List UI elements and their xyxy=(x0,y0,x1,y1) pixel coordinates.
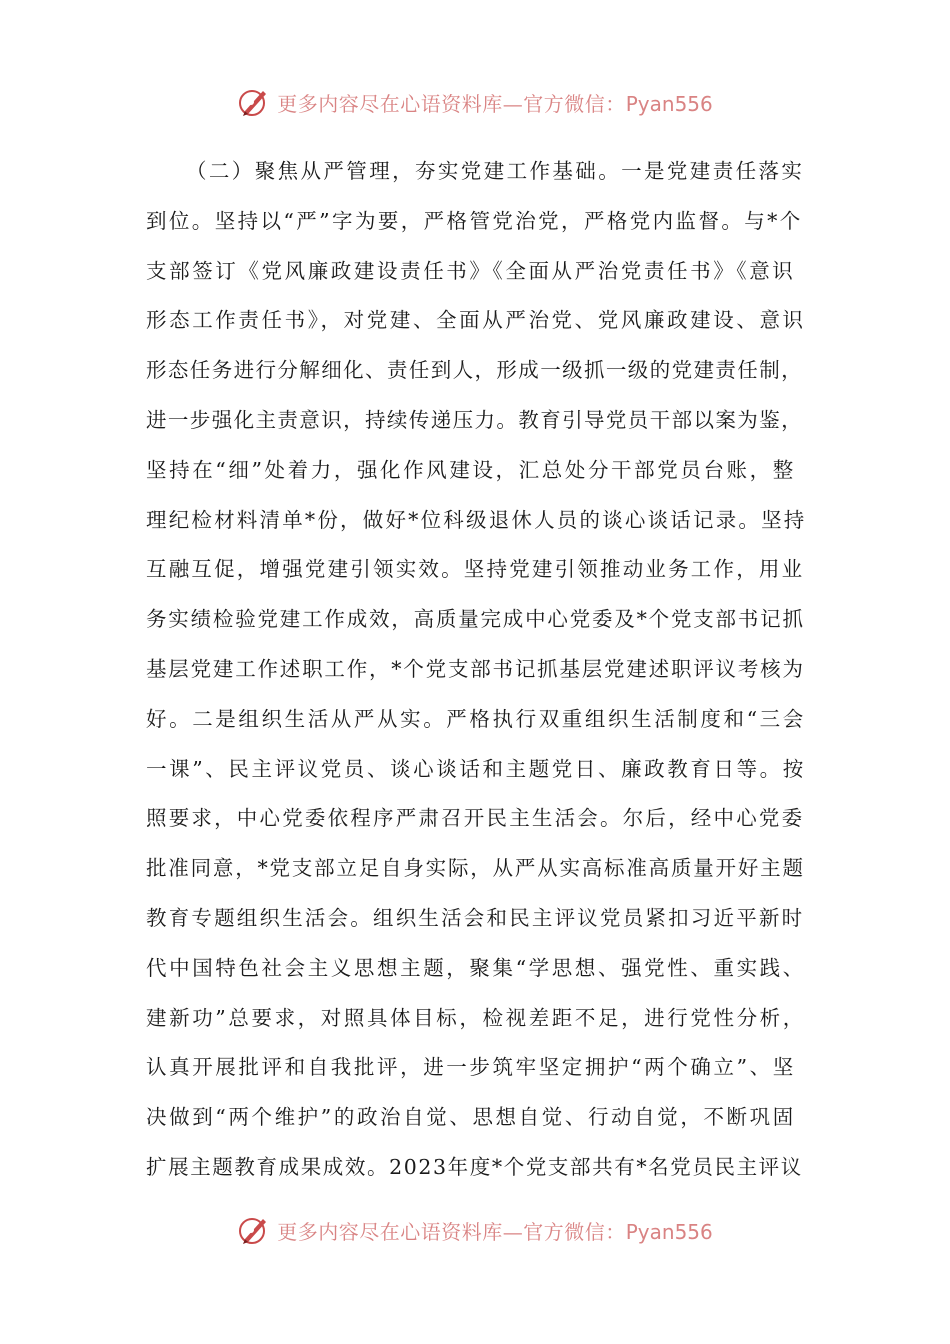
body-line: 一课”、民主评议党员、谈心谈话和主题党日、廉政教育日等。按 xyxy=(146,756,806,781)
body-line: 务实绩检验党建工作成效，高质量完成中心党委及*个党支部书记抓 xyxy=(146,607,805,632)
body-line: 形态任务进行分解细化、责任到人，形成一级抓一级的党建责任制， xyxy=(146,358,803,383)
body-line: 教育专题组织生活会。组织生活会和民主评议党员紧扣习近平新时 xyxy=(146,905,805,930)
body-line: 照要求，中心党委依程序严肃召开民主生活会。尔后，经中心党委 xyxy=(146,806,805,831)
watermark-banner-bottom xyxy=(0,1208,950,1252)
body-line: 坚持在“细”处着力，强化作风建设，汇总处分干部党员台账，整 xyxy=(146,457,796,482)
body-line: （二）聚焦从严管理，夯实党建工作基础。一是党建责任落实 xyxy=(186,159,805,183)
body-line: 互融互促，增强党建引领实效。坚持党建引领推动业务工作，用业 xyxy=(146,557,805,582)
body-line: 决做到“两个维护”的政治自觉、思想自觉、行动自觉，不断巩固 xyxy=(146,1105,796,1130)
watermark-text: 更多内容尽在心语资料库—官方微信：Pyan556 xyxy=(277,1219,713,1244)
pen-logo-icon xyxy=(237,1213,271,1247)
body-line: 扩展主题教育成果成效。2023年度*个党支部共有*名党员民主评议 xyxy=(146,1154,803,1179)
document-body xyxy=(146,147,808,1193)
body-line: 基层党建工作述职工作，*个党支部书记抓基层党建述职评议考核为 xyxy=(146,656,805,681)
body-line: 批准同意，*党支部立足自身实际，从严从实高标准高质量开好主题 xyxy=(146,856,805,881)
body-line: 建新功”总要求，对照具体目标，检视差距不足，进行党性分析， xyxy=(146,1005,806,1030)
body-line: 好。二是组织生活从严从实。严格执行双重组织生活制度和“三会 xyxy=(146,706,806,731)
body-line: 到位。坚持以“严”字为要，严格管党治党，严格党内监督。与*个 xyxy=(146,208,803,233)
body-line: 代中国特色社会主义思想主题，聚集“学思想、强党性、重实践、 xyxy=(146,955,806,980)
body-line: 理纪检材料清单*份，做好*位科级退休人员的谈心谈话记录。坚持 xyxy=(146,507,807,532)
watermark-banner-top xyxy=(0,80,950,124)
body-line: 进一步强化主责意识，持续传递压力。教育引导党员干部以案为鉴， xyxy=(146,407,803,432)
body-line: 认真开展批评和自我批评，进一步筑牢坚定拥护“两个确立”、坚 xyxy=(146,1055,796,1080)
pen-logo-icon xyxy=(237,85,271,119)
watermark-text: 更多内容尽在心语资料库—官方微信：Pyan556 xyxy=(277,91,713,116)
body-line: 支部签订《党风廉政建设责任书》《全面从严治党责任书》《意识 xyxy=(146,258,796,283)
body-line: 形态工作责任书》，对党建、全面从严治党、党风廉政建设、意识 xyxy=(146,308,806,333)
